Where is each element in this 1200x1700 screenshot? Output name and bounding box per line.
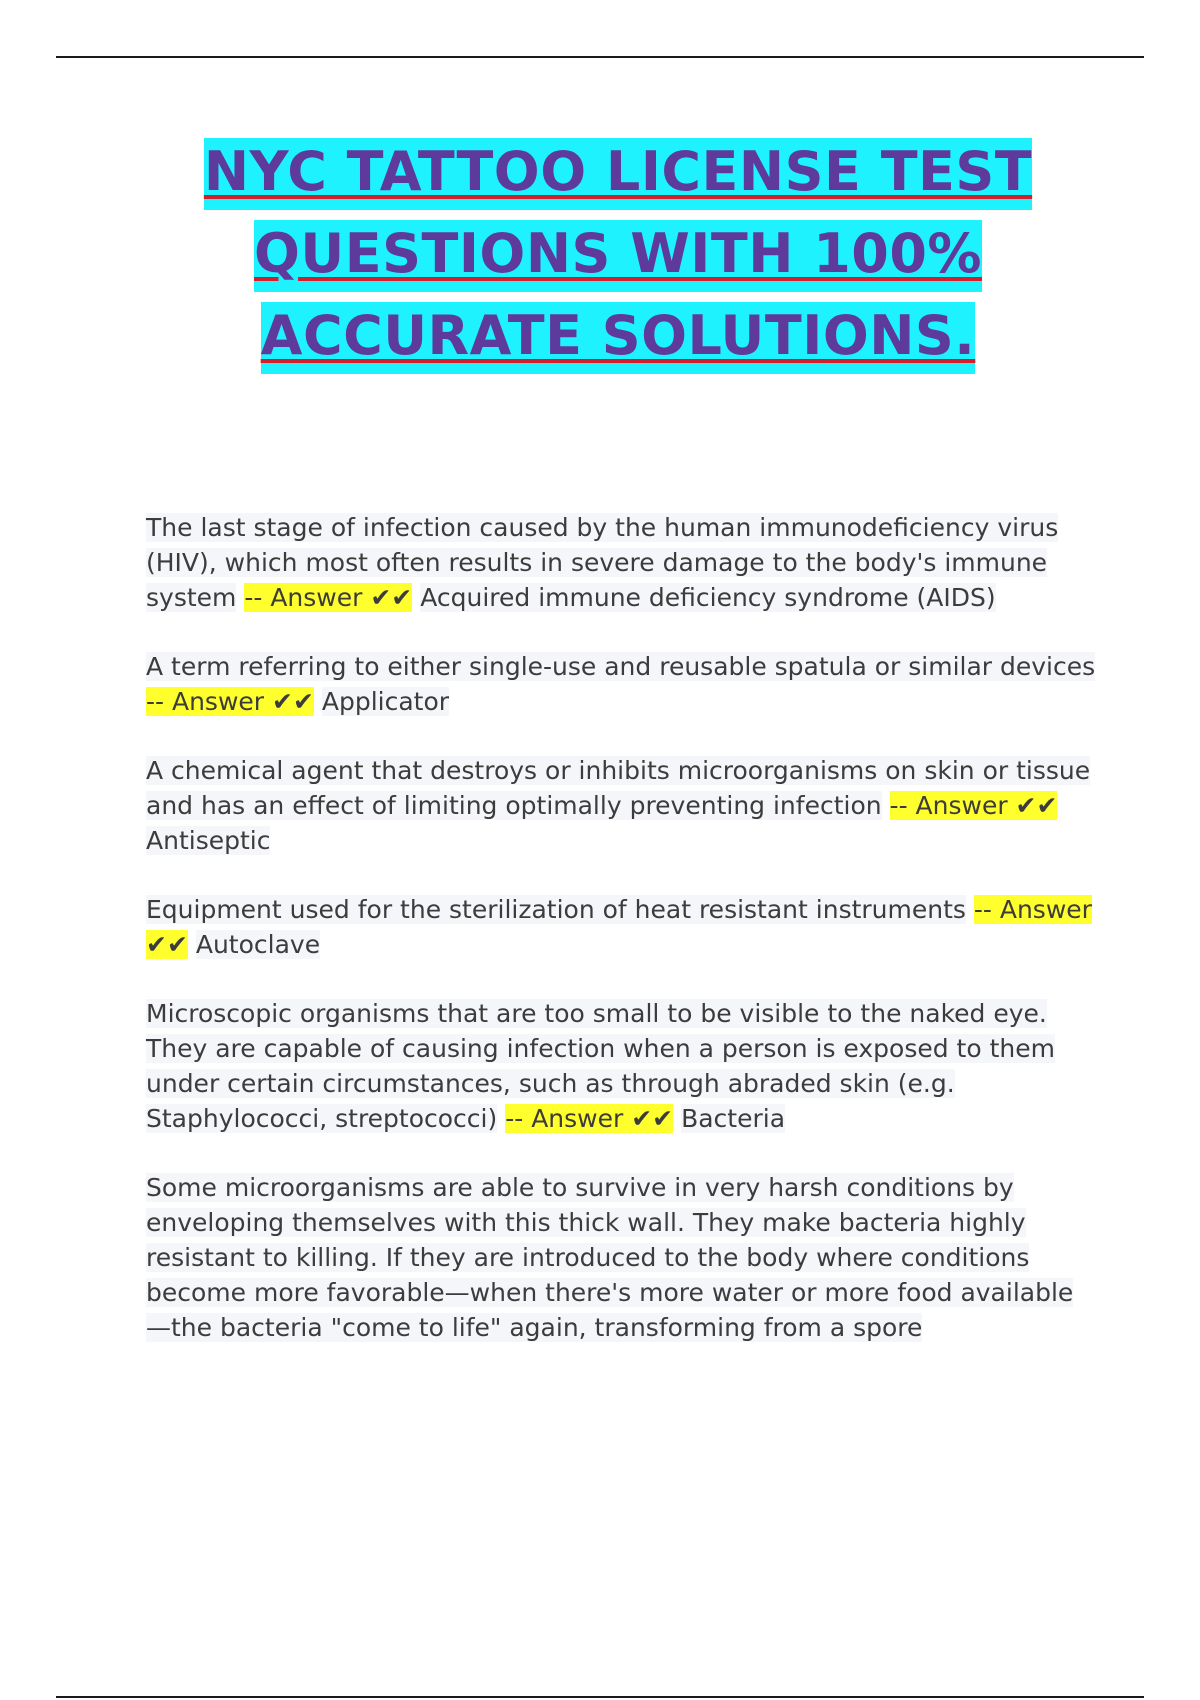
answer-marker: -- Answer ✔✔ [889,791,1058,820]
bottom-rule [56,1696,1144,1698]
qa-item [146,1170,1096,1345]
question-text: A term referring to either single-use and reusable spatula or similar devices [146,652,1096,681]
document-title [0,138,1200,384]
qa-list [146,510,1096,1379]
question-text: Microscopic organisms that are too small to be visible to the naked eye. They are capable of causing infection when a person is exposed to them under certain circumstances, such as through abraded skin (e.g. Staphylococci, streptococci) [146,999,1055,1133]
question-text: The last stage of infection caused by the human immunodeficiency virus (HIV), which most often results in severe damage to the body's immune system [146,513,1059,612]
qa-item [146,753,1096,858]
answer-text: Bacteria [681,1104,786,1133]
qa-item [146,510,1096,615]
answer-text: Autoclave [195,930,321,959]
answer-text: Acquired immune deficiency syndrome (AIDS) [420,583,996,612]
question-text: A chemical agent that destroys or inhibits microorganisms on skin or tissue and has an effect of limiting optimally preventing infection [146,756,1091,820]
title-line-1: NYC TATTOO LICENSE TEST [204,138,1032,210]
qa-item [146,649,1096,719]
answer-text: Applicator [321,687,450,716]
title-line-2: QUESTIONS WITH 100% [254,220,982,292]
answer-marker: -- Answer ✔✔ [146,687,314,716]
question-text: Some microorganisms are able to survive in very harsh conditions by enveloping themselves with this thick wall. They make bacteria highly resistant to killing. If they are introduced to the body where conditions become more favorable—when there's more water or more food available—the bacteria "come to life" again, transforming from a spore [146,1173,1074,1342]
answer-marker: -- Answer ✔✔ [146,895,1092,959]
answer-marker: -- Answer ✔✔ [505,1104,674,1133]
qa-item [146,996,1096,1136]
question-text: Equipment used for the sterilization of heat resistant instruments [146,895,966,924]
answer-marker: -- Answer ✔✔ [244,583,413,612]
top-rule [56,56,1144,58]
qa-item [146,892,1096,962]
answer-text: Antiseptic [146,826,271,855]
title-line-3: ACCURATE SOLUTIONS. [261,302,976,374]
